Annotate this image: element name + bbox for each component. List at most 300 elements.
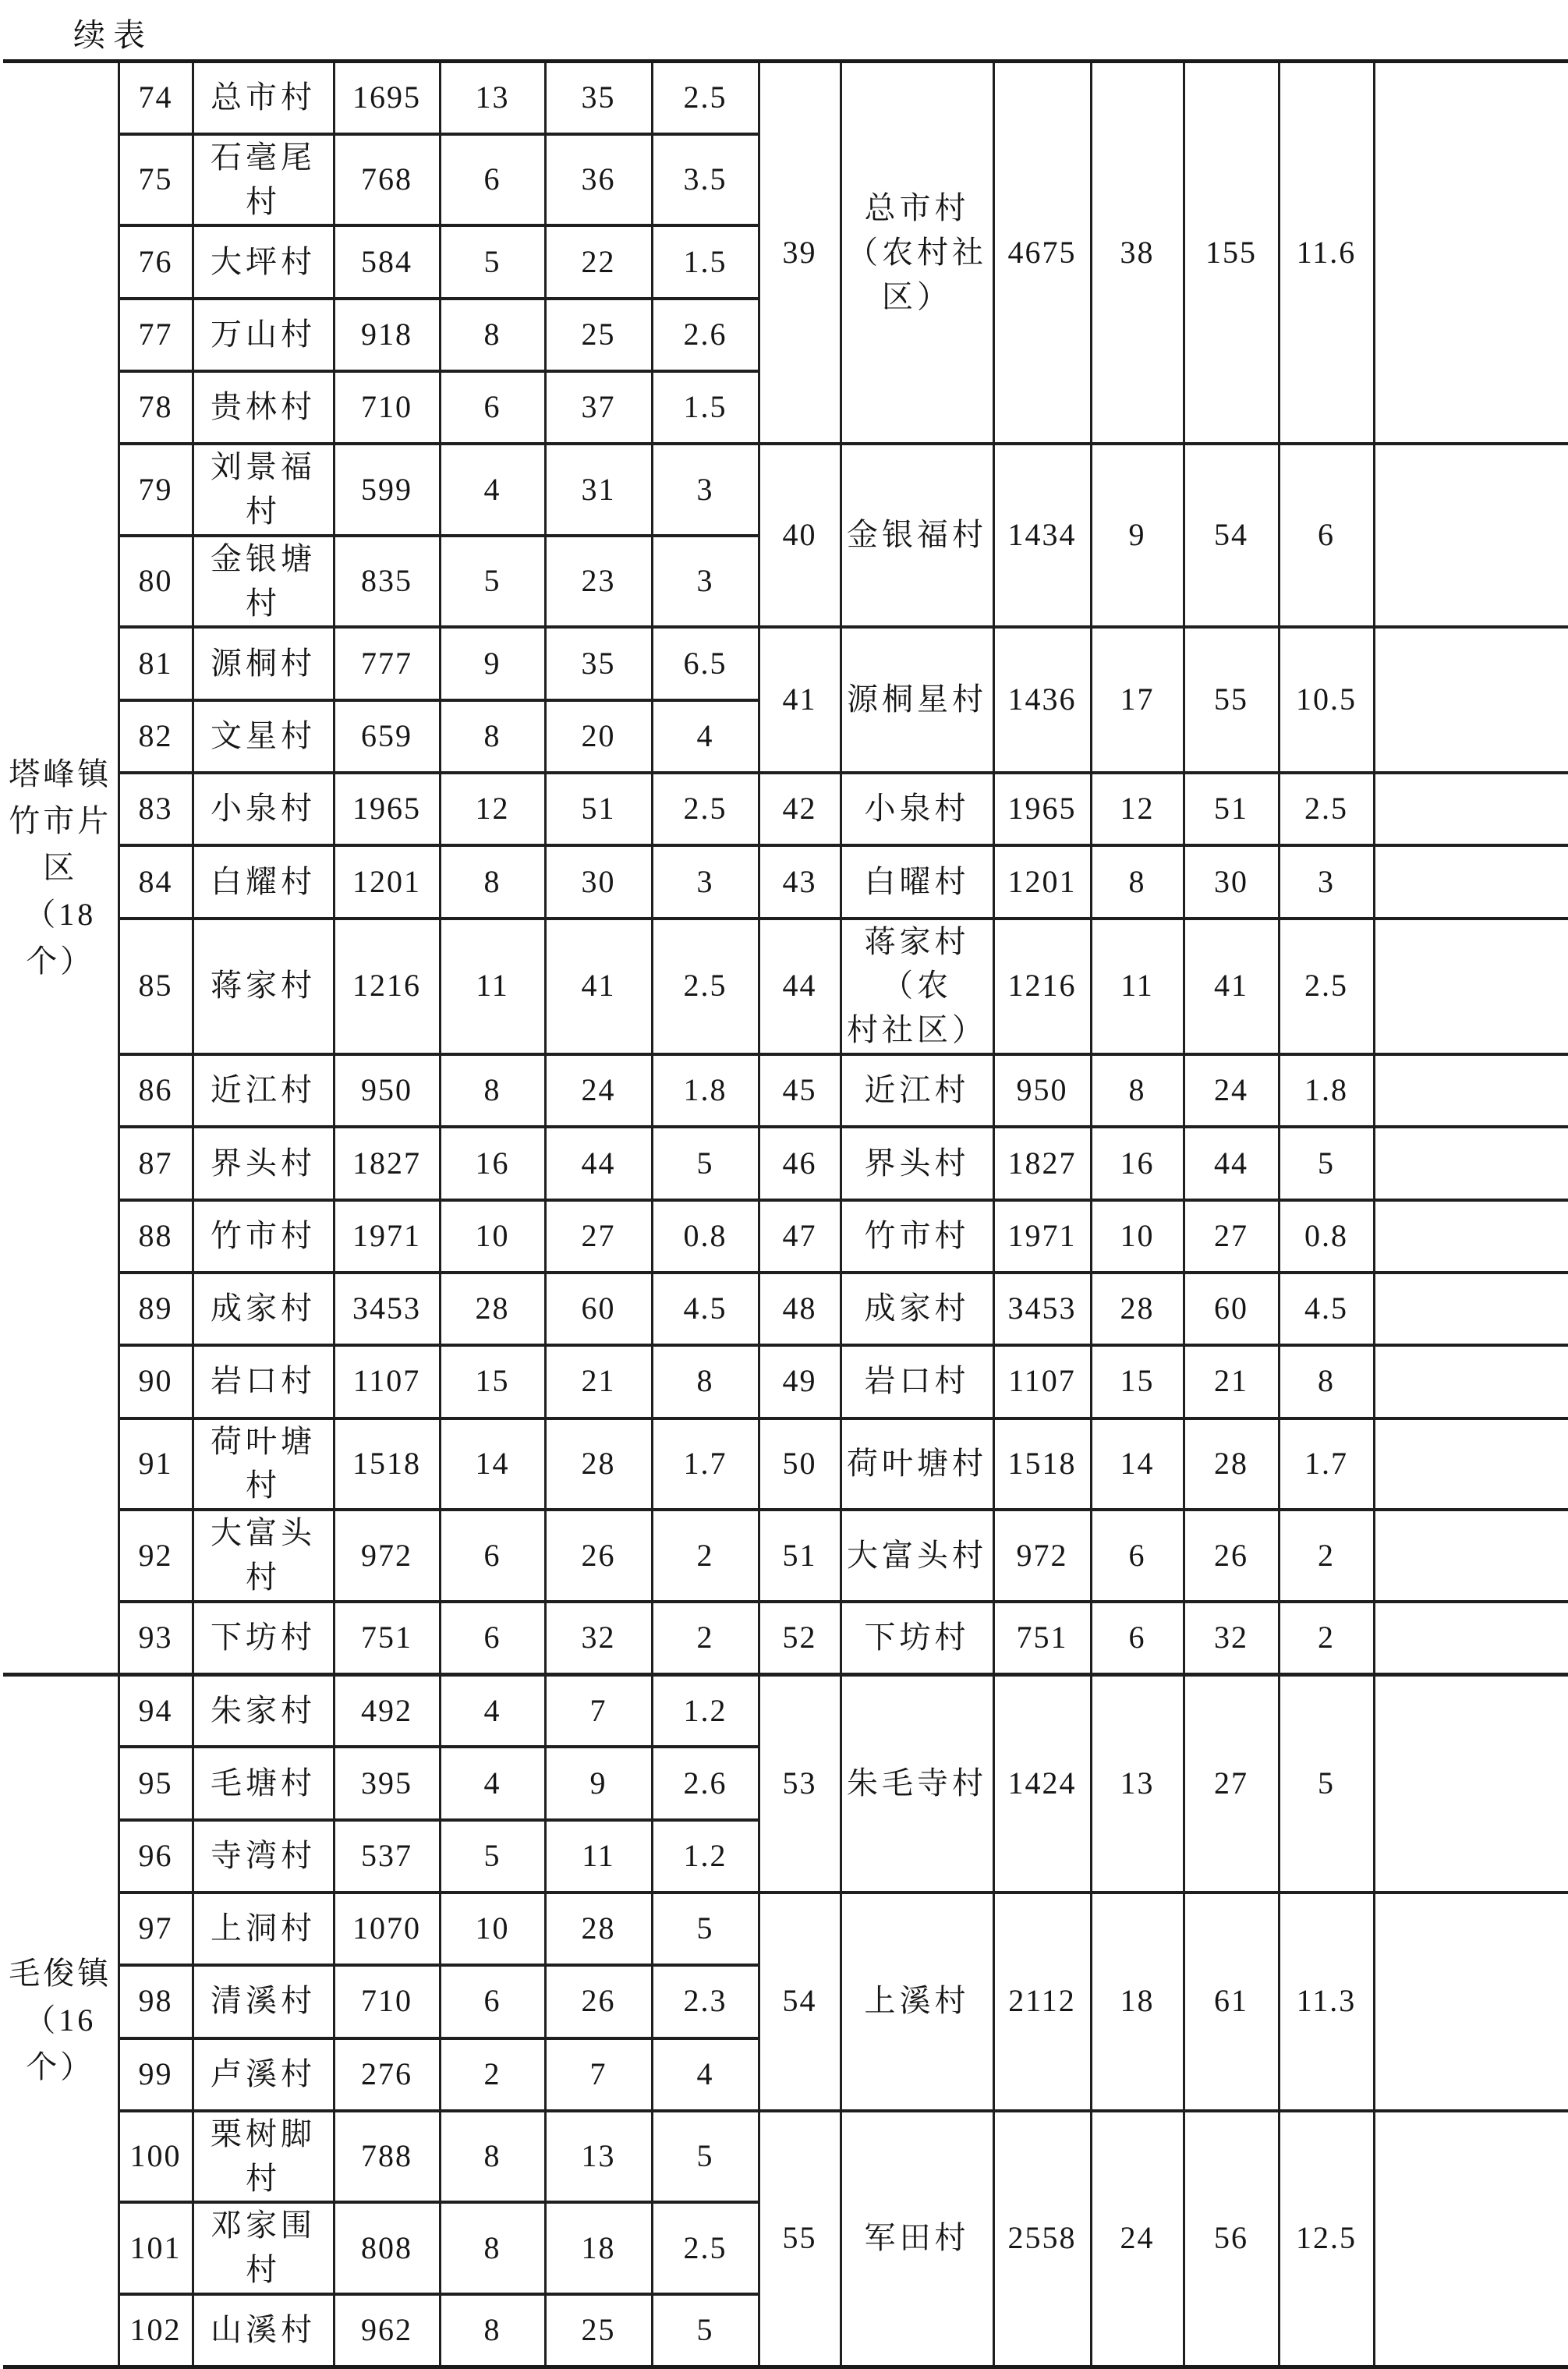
left-value-1: 599: [334, 444, 440, 536]
left-value-1: 972: [334, 1510, 440, 1602]
right-group-number: 51: [759, 1510, 841, 1602]
left-value-4: 1.7: [652, 1418, 759, 1510]
empty-cell: [1374, 1054, 1568, 1127]
left-village-name: 大坪村: [193, 225, 334, 298]
left-value-3: 32: [545, 1602, 652, 1674]
left-value-2: 8: [440, 1054, 545, 1127]
left-value-4: 5: [652, 1893, 759, 1965]
empty-cell: [1374, 627, 1568, 773]
left-village-name: 刘景福村: [193, 444, 334, 536]
right-value-4: 12.5: [1279, 2111, 1374, 2367]
left-value-1: 768: [334, 134, 440, 226]
right-group-number: 48: [759, 1273, 841, 1345]
table-row: [3, 444, 1568, 536]
left-value-2: 5: [440, 225, 545, 298]
left-value-3: 37: [545, 371, 652, 444]
right-group-number: 40: [759, 444, 841, 627]
left-value-4: 5: [652, 2294, 759, 2367]
left-value-2: 10: [440, 1893, 545, 1965]
right-value-3: 51: [1184, 773, 1279, 845]
left-village-name: 邓家围村: [193, 2202, 334, 2294]
left-value-4: 2.5: [652, 773, 759, 845]
right-village-name: 近江村: [841, 1054, 993, 1127]
left-value-4: 2.3: [652, 1965, 759, 2038]
table-row: [3, 1127, 1568, 1199]
left-village-name: 金银塘村: [193, 536, 334, 628]
left-value-4: 1.2: [652, 1820, 759, 1893]
right-value-3: 24: [1184, 1054, 1279, 1127]
left-value-4: 1.8: [652, 1054, 759, 1127]
left-value-3: 9: [545, 1747, 652, 1819]
empty-cell: [1374, 773, 1568, 845]
empty-cell: [1374, 62, 1568, 444]
left-row-number: 92: [119, 1510, 193, 1602]
left-value-2: 9: [440, 627, 545, 699]
left-value-1: 788: [334, 2111, 440, 2203]
right-village-name: 白曜村: [841, 845, 993, 918]
left-value-4: 4: [652, 700, 759, 773]
right-value-3: 41: [1184, 919, 1279, 1054]
left-village-name: 白耀村: [193, 845, 334, 918]
left-row-number: 101: [119, 2202, 193, 2294]
empty-cell: [1374, 845, 1568, 918]
left-row-number: 75: [119, 134, 193, 226]
right-value-2: 10: [1091, 1200, 1184, 1273]
right-value-1: 2558: [993, 2111, 1091, 2367]
left-value-2: 8: [440, 2202, 545, 2294]
right-value-2: 6: [1091, 1602, 1184, 1674]
table-row: [3, 2111, 1568, 2203]
left-row-number: 81: [119, 627, 193, 699]
right-value-3: 61: [1184, 1893, 1279, 2111]
empty-cell: [1374, 2111, 1568, 2367]
left-village-name: 万山村: [193, 299, 334, 371]
left-village-name: 岩口村: [193, 1345, 334, 1418]
right-value-1: 1424: [993, 1674, 1091, 1893]
left-value-4: 5: [652, 1127, 759, 1199]
right-value-1: 1107: [993, 1345, 1091, 1418]
left-value-3: 51: [545, 773, 652, 845]
table-row: [3, 1273, 1568, 1345]
left-value-2: 11: [440, 919, 545, 1054]
left-value-2: 8: [440, 2111, 545, 2203]
right-group-number: 45: [759, 1054, 841, 1127]
table-row: [3, 845, 1568, 918]
left-value-4: 3: [652, 845, 759, 918]
left-value-4: 2: [652, 1602, 759, 1674]
left-value-3: 24: [545, 1054, 652, 1127]
empty-cell: [1374, 919, 1568, 1054]
left-row-number: 95: [119, 1747, 193, 1819]
left-value-4: 1.2: [652, 1674, 759, 1747]
right-group-number: 39: [759, 62, 841, 444]
right-value-2: 38: [1091, 62, 1184, 444]
left-row-number: 94: [119, 1674, 193, 1747]
left-value-4: 5: [652, 2111, 759, 2203]
table-row: [3, 1054, 1568, 1127]
left-village-name: 近江村: [193, 1054, 334, 1127]
left-value-4: 2.6: [652, 299, 759, 371]
left-value-3: 41: [545, 919, 652, 1054]
left-value-3: 20: [545, 700, 652, 773]
table-row: [3, 627, 1568, 699]
right-village-name: 金银福村: [841, 444, 993, 627]
left-value-2: 6: [440, 1602, 545, 1674]
right-group-number: 41: [759, 627, 841, 773]
left-value-1: 777: [334, 627, 440, 699]
left-value-1: 950: [334, 1054, 440, 1127]
left-row-number: 90: [119, 1345, 193, 1418]
table-row: [3, 919, 1568, 1054]
right-value-1: 2112: [993, 1893, 1091, 2111]
right-value-3: 44: [1184, 1127, 1279, 1199]
table-row: [3, 1674, 1568, 1747]
left-row-number: 99: [119, 2038, 193, 2111]
left-value-1: 537: [334, 1820, 440, 1893]
right-group-number: 52: [759, 1602, 841, 1674]
table-row: [3, 1602, 1568, 1674]
left-value-2: 6: [440, 134, 545, 226]
right-value-2: 13: [1091, 1674, 1184, 1893]
left-value-1: 1107: [334, 1345, 440, 1418]
right-value-4: 3: [1279, 845, 1374, 918]
left-row-number: 91: [119, 1418, 193, 1510]
left-value-4: 2.5: [652, 919, 759, 1054]
right-group-number: 43: [759, 845, 841, 918]
right-value-4: 5: [1279, 1127, 1374, 1199]
left-row-number: 83: [119, 773, 193, 845]
left-value-3: 60: [545, 1273, 652, 1345]
left-village-name: 竹市村: [193, 1200, 334, 1273]
page-title: 续表: [73, 17, 153, 53]
right-value-2: 9: [1091, 444, 1184, 627]
left-village-name: 朱家村: [193, 1674, 334, 1747]
left-value-4: 2.5: [652, 62, 759, 134]
left-village-name: 荷叶塘村: [193, 1418, 334, 1510]
right-value-1: 3453: [993, 1273, 1091, 1345]
right-value-1: 751: [993, 1602, 1091, 1674]
left-value-3: 18: [545, 2202, 652, 2294]
right-value-4: 1.8: [1279, 1054, 1374, 1127]
left-row-number: 82: [119, 700, 193, 773]
right-value-4: 1.7: [1279, 1418, 1374, 1510]
left-row-number: 96: [119, 1820, 193, 1893]
left-village-name: 成家村: [193, 1273, 334, 1345]
empty-cell: [1374, 1127, 1568, 1199]
left-value-1: 1827: [334, 1127, 440, 1199]
left-value-3: 30: [545, 845, 652, 918]
right-value-4: 0.8: [1279, 1200, 1374, 1273]
left-row-number: 74: [119, 62, 193, 134]
right-value-4: 2: [1279, 1602, 1374, 1674]
left-value-3: 13: [545, 2111, 652, 2203]
left-value-3: 23: [545, 536, 652, 628]
right-group-number: 49: [759, 1345, 841, 1418]
left-village-name: 总市村: [193, 62, 334, 134]
left-village-name: 蒋家村: [193, 919, 334, 1054]
right-group-number: 55: [759, 2111, 841, 2367]
left-value-3: 26: [545, 1510, 652, 1602]
left-value-1: 395: [334, 1747, 440, 1819]
left-value-1: 1201: [334, 845, 440, 918]
right-value-3: 21: [1184, 1345, 1279, 1418]
left-value-3: 31: [545, 444, 652, 536]
left-village-name: 上洞村: [193, 1893, 334, 1965]
right-village-name: 总市村 （农村社区）: [841, 62, 993, 444]
right-value-1: 972: [993, 1510, 1091, 1602]
region-group-label-maojun: 毛俊镇 （16个）: [3, 1674, 119, 2367]
left-value-2: 16: [440, 1127, 545, 1199]
left-village-name: 下坊村: [193, 1602, 334, 1674]
right-value-1: 1201: [993, 845, 1091, 918]
right-value-1: 1827: [993, 1127, 1091, 1199]
right-value-4: 2.5: [1279, 773, 1374, 845]
right-value-4: 6: [1279, 444, 1374, 627]
right-value-2: 6: [1091, 1510, 1184, 1602]
left-value-3: 35: [545, 627, 652, 699]
left-village-name: 山溪村: [193, 2294, 334, 2367]
left-value-1: 962: [334, 2294, 440, 2367]
left-value-3: 28: [545, 1893, 652, 1965]
right-village-name: 荷叶塘村: [841, 1418, 993, 1510]
right-group-number: 47: [759, 1200, 841, 1273]
left-row-number: 79: [119, 444, 193, 536]
right-value-1: 4675: [993, 62, 1091, 444]
left-value-4: 3.5: [652, 134, 759, 226]
left-value-2: 4: [440, 1747, 545, 1819]
right-value-3: 28: [1184, 1418, 1279, 1510]
left-value-4: 4: [652, 2038, 759, 2111]
table-row: [3, 1345, 1568, 1418]
empty-cell: [1374, 1602, 1568, 1674]
left-row-number: 87: [119, 1127, 193, 1199]
left-village-name: 毛塘村: [193, 1747, 334, 1819]
empty-cell: [1374, 1273, 1568, 1345]
right-village-name: 源桐星村: [841, 627, 993, 773]
left-row-number: 80: [119, 536, 193, 628]
right-group-number: 54: [759, 1893, 841, 2111]
right-village-name: 下坊村: [841, 1602, 993, 1674]
left-value-2: 6: [440, 371, 545, 444]
right-village-name: 小泉村: [841, 773, 993, 845]
right-value-1: 1216: [993, 919, 1091, 1054]
right-value-4: 8: [1279, 1345, 1374, 1418]
right-value-3: 60: [1184, 1273, 1279, 1345]
left-value-2: 13: [440, 62, 545, 134]
table-row: [3, 1418, 1568, 1510]
right-value-2: 11: [1091, 919, 1184, 1054]
right-group-number: 44: [759, 919, 841, 1054]
right-value-4: 2: [1279, 1510, 1374, 1602]
left-value-4: 6.5: [652, 627, 759, 699]
left-row-number: 78: [119, 371, 193, 444]
left-village-name: 清溪村: [193, 1965, 334, 2038]
right-group-number: 42: [759, 773, 841, 845]
left-row-number: 76: [119, 225, 193, 298]
left-value-1: 1695: [334, 62, 440, 134]
empty-cell: [1374, 1510, 1568, 1602]
right-value-3: 26: [1184, 1510, 1279, 1602]
region-group-label-tafeng: 塔峰镇 竹市片 区 （18个）: [3, 62, 119, 1675]
left-value-2: 6: [440, 1965, 545, 2038]
left-value-1: 3453: [334, 1273, 440, 1345]
table-row: [3, 62, 1568, 134]
left-value-2: 5: [440, 1820, 545, 1893]
table-row: [3, 773, 1568, 845]
left-value-3: 35: [545, 62, 652, 134]
left-value-3: 25: [545, 299, 652, 371]
left-village-name: 小泉村: [193, 773, 334, 845]
left-value-1: 1070: [334, 1893, 440, 1965]
left-value-4: 0.8: [652, 1200, 759, 1273]
left-value-1: 584: [334, 225, 440, 298]
left-value-2: 15: [440, 1345, 545, 1418]
right-value-4: 4.5: [1279, 1273, 1374, 1345]
right-village-name: 大富头村: [841, 1510, 993, 1602]
right-value-3: 30: [1184, 845, 1279, 918]
left-row-number: 86: [119, 1054, 193, 1127]
left-value-2: 4: [440, 1674, 545, 1747]
table-row: [3, 1200, 1568, 1273]
right-value-3: 27: [1184, 1674, 1279, 1893]
right-value-2: 18: [1091, 1893, 1184, 2111]
right-village-name: 界头村: [841, 1127, 993, 1199]
right-value-1: 1436: [993, 627, 1091, 773]
left-value-4: 3: [652, 444, 759, 536]
right-value-4: 11.3: [1279, 1893, 1374, 2111]
right-value-2: 16: [1091, 1127, 1184, 1199]
left-value-1: 1971: [334, 1200, 440, 1273]
right-value-2: 8: [1091, 1054, 1184, 1127]
empty-cell: [1374, 1893, 1568, 2111]
left-value-4: 8: [652, 1345, 759, 1418]
left-value-2: 14: [440, 1418, 545, 1510]
left-value-1: 710: [334, 1965, 440, 2038]
empty-cell: [1374, 444, 1568, 627]
left-row-number: 98: [119, 1965, 193, 2038]
left-value-3: 21: [545, 1345, 652, 1418]
left-value-4: 2: [652, 1510, 759, 1602]
right-value-3: 55: [1184, 627, 1279, 773]
table-row: [3, 1893, 1568, 1965]
right-value-1: 1434: [993, 444, 1091, 627]
left-value-2: 8: [440, 2294, 545, 2367]
table-row: [3, 1510, 1568, 1602]
right-value-2: 24: [1091, 2111, 1184, 2367]
right-value-2: 12: [1091, 773, 1184, 845]
left-value-1: 710: [334, 371, 440, 444]
right-value-1: 1965: [993, 773, 1091, 845]
right-group-number: 50: [759, 1418, 841, 1510]
left-village-name: 大富头村: [193, 1510, 334, 1602]
left-village-name: 文星村: [193, 700, 334, 773]
left-village-name: 源桐村: [193, 627, 334, 699]
left-village-name: 贵林村: [193, 371, 334, 444]
left-value-2: 28: [440, 1273, 545, 1345]
right-value-2: 17: [1091, 627, 1184, 773]
left-value-2: 6: [440, 1510, 545, 1602]
left-value-1: 1216: [334, 919, 440, 1054]
left-row-number: 88: [119, 1200, 193, 1273]
right-value-3: 54: [1184, 444, 1279, 627]
left-value-4: 2.6: [652, 1747, 759, 1819]
left-value-4: 2.5: [652, 2202, 759, 2294]
left-row-number: 89: [119, 1273, 193, 1345]
left-value-3: 26: [545, 1965, 652, 2038]
right-value-2: 28: [1091, 1273, 1184, 1345]
right-group-number: 53: [759, 1674, 841, 1893]
left-row-number: 85: [119, 919, 193, 1054]
left-value-1: 1518: [334, 1418, 440, 1510]
right-value-1: 1518: [993, 1418, 1091, 1510]
right-village-name: 军田村: [841, 2111, 993, 2367]
village-merger-table: [3, 59, 1568, 2369]
left-value-4: 3: [652, 536, 759, 628]
right-village-name: 岩口村: [841, 1345, 993, 1418]
left-value-3: 11: [545, 1820, 652, 1893]
left-value-2: 5: [440, 536, 545, 628]
right-value-2: 15: [1091, 1345, 1184, 1418]
right-value-4: 2.5: [1279, 919, 1374, 1054]
right-value-1: 1971: [993, 1200, 1091, 1273]
left-value-1: 808: [334, 2202, 440, 2294]
left-value-1: 1965: [334, 773, 440, 845]
right-village-name: 竹市村: [841, 1200, 993, 1273]
left-village-name: 卢溪村: [193, 2038, 334, 2111]
left-row-number: 93: [119, 1602, 193, 1674]
right-village-name: 成家村: [841, 1273, 993, 1345]
right-value-3: 56: [1184, 2111, 1279, 2367]
left-value-1: 659: [334, 700, 440, 773]
left-value-3: 44: [545, 1127, 652, 1199]
left-row-number: 77: [119, 299, 193, 371]
left-value-2: 2: [440, 2038, 545, 2111]
left-village-name: 石毫尾村: [193, 134, 334, 226]
right-value-1: 950: [993, 1054, 1091, 1127]
empty-cell: [1374, 1674, 1568, 1893]
right-value-4: 10.5: [1279, 627, 1374, 773]
left-value-3: 27: [545, 1200, 652, 1273]
empty-cell: [1374, 1200, 1568, 1273]
right-value-2: 14: [1091, 1418, 1184, 1510]
right-value-4: 5: [1279, 1674, 1374, 1893]
right-group-number: 46: [759, 1127, 841, 1199]
left-value-3: 36: [545, 134, 652, 226]
left-village-name: 界头村: [193, 1127, 334, 1199]
right-value-3: 27: [1184, 1200, 1279, 1273]
right-value-4: 11.6: [1279, 62, 1374, 444]
left-row-number: 97: [119, 1893, 193, 1965]
right-village-name: 上溪村: [841, 1893, 993, 2111]
left-value-3: 28: [545, 1418, 652, 1510]
left-value-3: 25: [545, 2294, 652, 2367]
left-value-3: 7: [545, 2038, 652, 2111]
left-value-3: 22: [545, 225, 652, 298]
left-value-4: 1.5: [652, 371, 759, 444]
empty-cell: [1374, 1418, 1568, 1510]
right-value-3: 32: [1184, 1602, 1279, 1674]
left-value-2: 8: [440, 299, 545, 371]
empty-cell: [1374, 1345, 1568, 1418]
left-value-2: 4: [440, 444, 545, 536]
left-value-1: 751: [334, 1602, 440, 1674]
left-value-1: 492: [334, 1674, 440, 1747]
left-village-name: 栗树脚村: [193, 2111, 334, 2203]
left-row-number: 100: [119, 2111, 193, 2203]
left-value-3: 7: [545, 1674, 652, 1747]
left-value-1: 835: [334, 536, 440, 628]
right-value-3: 155: [1184, 62, 1279, 444]
